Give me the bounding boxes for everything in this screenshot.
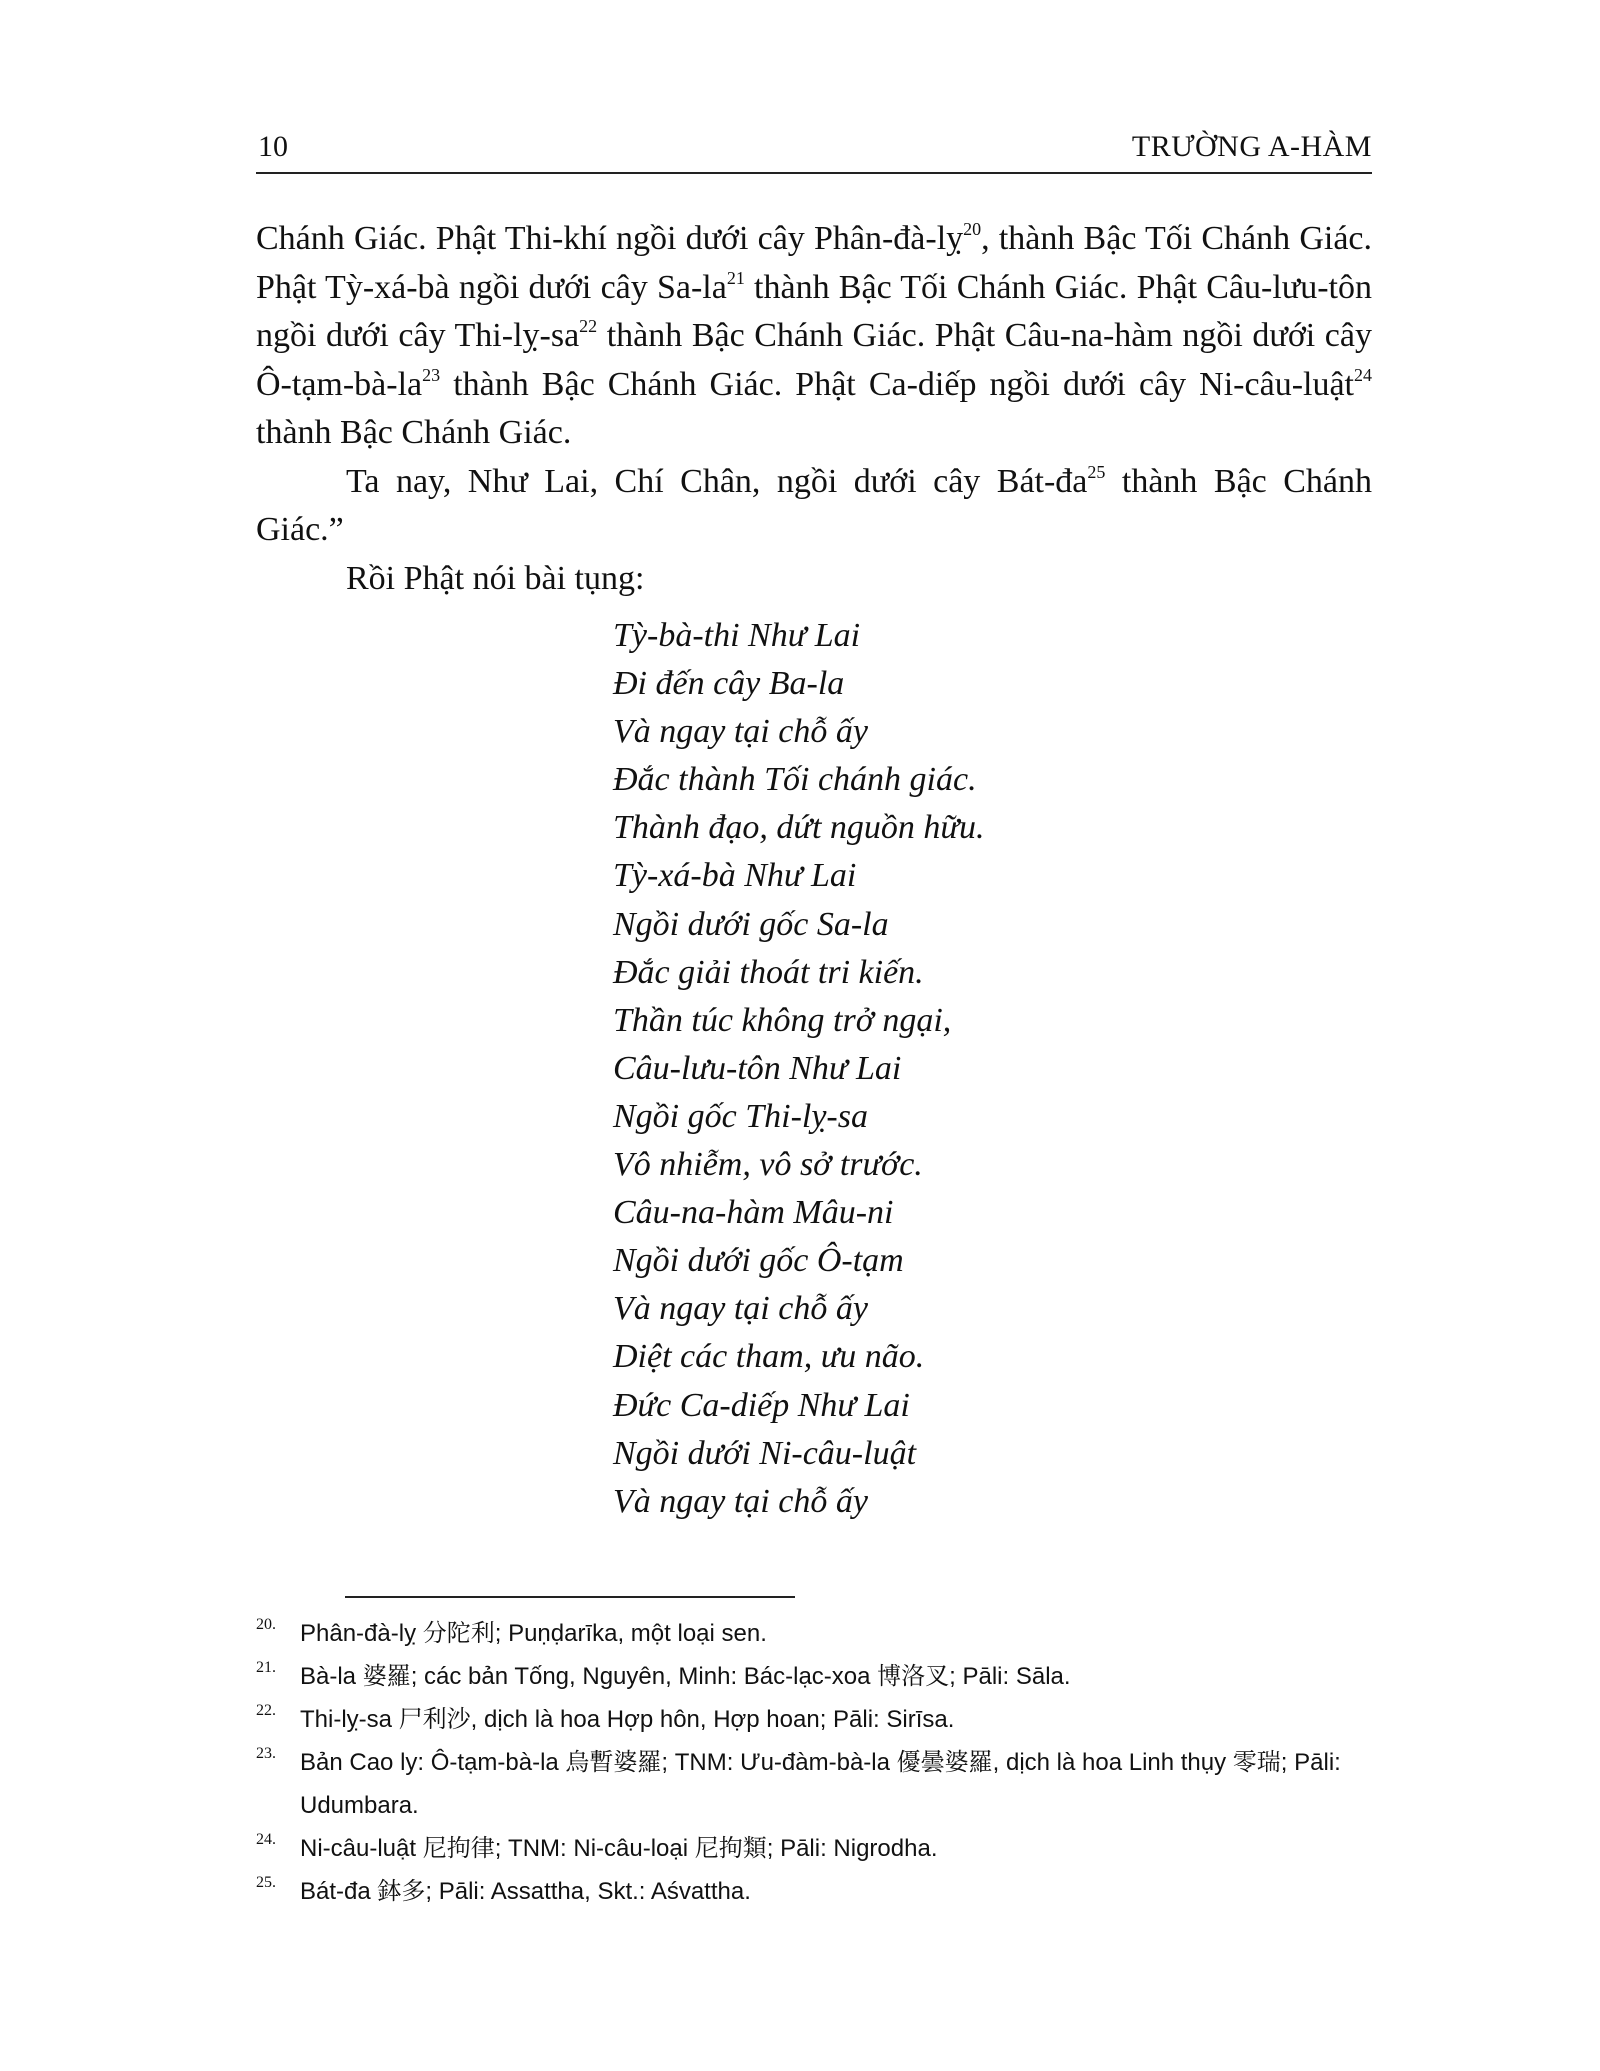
footnote-separator [345, 1596, 795, 1598]
verse-line: Tỳ-bà-thi Như Lai [613, 617, 861, 654]
verse-block [613, 612, 984, 1526]
footnote-text: Bản Cao ly: Ô-tạm-bà-la 烏暫婆羅; TNM: Ưu-đàm-bà-la 優曇婆羅, dịch là hoa Linh thụy 零瑞; Pāli: Udumbara. [300, 1749, 1341, 1819]
paragraph-3: Rồi Phật nói bài tụng: [346, 559, 645, 597]
verse-line: Ngồi dưới Ni-câu-luật [613, 1434, 917, 1472]
footnote-number: 21. [256, 1659, 276, 1676]
verse-line: Câu-lưu-tôn Như Lai [613, 1049, 902, 1087]
footnote [256, 1870, 1372, 1913]
footnote-text: Ni-câu-luật 尼拘律; TNM: Ni-câu-loại 尼拘類; Pāli: Nigrodha. [300, 1835, 938, 1862]
verse-line: Ngồi gốc Thi-lỵ-sa [613, 1097, 868, 1135]
verse-line: Câu-na-hàm Mâu-ni [613, 1194, 894, 1232]
footnote-ref: 24 [1354, 364, 1372, 385]
footnotes [256, 1612, 1372, 1913]
verse-line: Đi đến cây Ba-la [613, 665, 845, 703]
main-text [256, 215, 1372, 603]
text-run: , thành Bậc Tối Chánh Giác. Phật Tỳ-xá-bà ngồi dưới cây Sa-la [256, 220, 1372, 306]
text-run: thành Bậc Chánh Giác. Phật Ca-diếp ngồi dưới cây Ni-câu-luật [440, 365, 1354, 403]
verse-line: Và ngay tại chỗ ấy [613, 713, 868, 751]
footnote [256, 1612, 1372, 1655]
footnote-ref: 22 [579, 316, 598, 336]
verse-line: Ngồi dưới gốc Ô-tạm [613, 1242, 904, 1280]
footnote [256, 1827, 1372, 1870]
footnote [256, 1698, 1372, 1741]
running-title: TRƯỜNG A-HÀM [1131, 130, 1372, 163]
verse-line: Diệt các tham, ưu não. [613, 1338, 925, 1376]
text-run: Chánh Giác. Phật Thi-khí ngồi dưới cây Phân-đà-lỵ [256, 220, 964, 257]
page-header [256, 124, 1372, 174]
footnote-number: 20. [256, 1616, 276, 1633]
text-run: thành Bậc Chánh Giác. Phật Câu-na-hàm ngồi dưới cây Ô-tạm-bà-la [256, 317, 1372, 403]
text-run: Ta nay, Như Lai, Chí Chân, ngồi dưới cây Bát-đa [346, 462, 1088, 500]
verse-line: Đức Ca-diếp Như Lai [613, 1386, 910, 1424]
footnote-number: 25. [256, 1874, 276, 1891]
paragraph-2 [256, 458, 1372, 555]
text-run: thành Bậc Chánh Giác. [256, 414, 572, 451]
footnote [256, 1741, 1372, 1827]
footnote-number: 22. [256, 1702, 276, 1719]
paragraph-1 [256, 215, 1372, 458]
footnote-ref: 25 [1087, 461, 1106, 482]
verse-line: Và ngay tại chỗ ấy [613, 1482, 868, 1520]
page-number: 10 [258, 130, 288, 163]
footnote-text: Bát-đa 鉢多; Pāli: Assattha, Skt.: Aśvattha. [300, 1878, 751, 1905]
verse-line: Thần túc không trở ngại, [613, 1001, 952, 1039]
footnote-text: Thi-lỵ-sa 尸利沙, dịch là hoa Hợp hôn, Hợp hoan; Pāli: Sirīsa. [300, 1706, 955, 1733]
footnote [256, 1655, 1372, 1698]
verse-line: Ngồi dưới gốc Sa-la [613, 905, 889, 943]
footnote-text: Phân-đà-lỵ 分陀利; Puṇḍarīka, một loại sen. [300, 1620, 767, 1647]
verse-line: Đắc thành Tối chánh giác. [613, 761, 977, 799]
text-run: thành Bậc Chánh Giác.” [256, 462, 1372, 548]
verse-line: Và ngay tại chỗ ấy [613, 1290, 868, 1328]
footnote-number: 24. [256, 1831, 276, 1848]
footnote-text: Bà-la 婆羅; các bản Tống, Nguyên, Minh: Bác-lạc-xoa 博洛叉; Pāli: Sāla. [300, 1663, 1071, 1690]
footnote-number: 23. [256, 1745, 276, 1762]
verse-line: Đắc giải thoát tri kiến. [613, 953, 924, 991]
footnote-ref: 23 [422, 364, 441, 385]
verse-line: Tỳ-xá-bà Như Lai [613, 857, 857, 895]
verse-line: Vô nhiễm, vô sở trước. [613, 1146, 923, 1184]
verse-line: Thành đạo, dứt nguồn hữu. [613, 809, 985, 847]
footnote-ref: 20 [963, 219, 982, 239]
text-run: thành Bậc Tối Chánh Giác. Phật Câu-lưu-tôn ngồi dưới cây Thi-lỵ-sa [256, 268, 1372, 354]
footnote-ref: 21 [726, 267, 745, 288]
